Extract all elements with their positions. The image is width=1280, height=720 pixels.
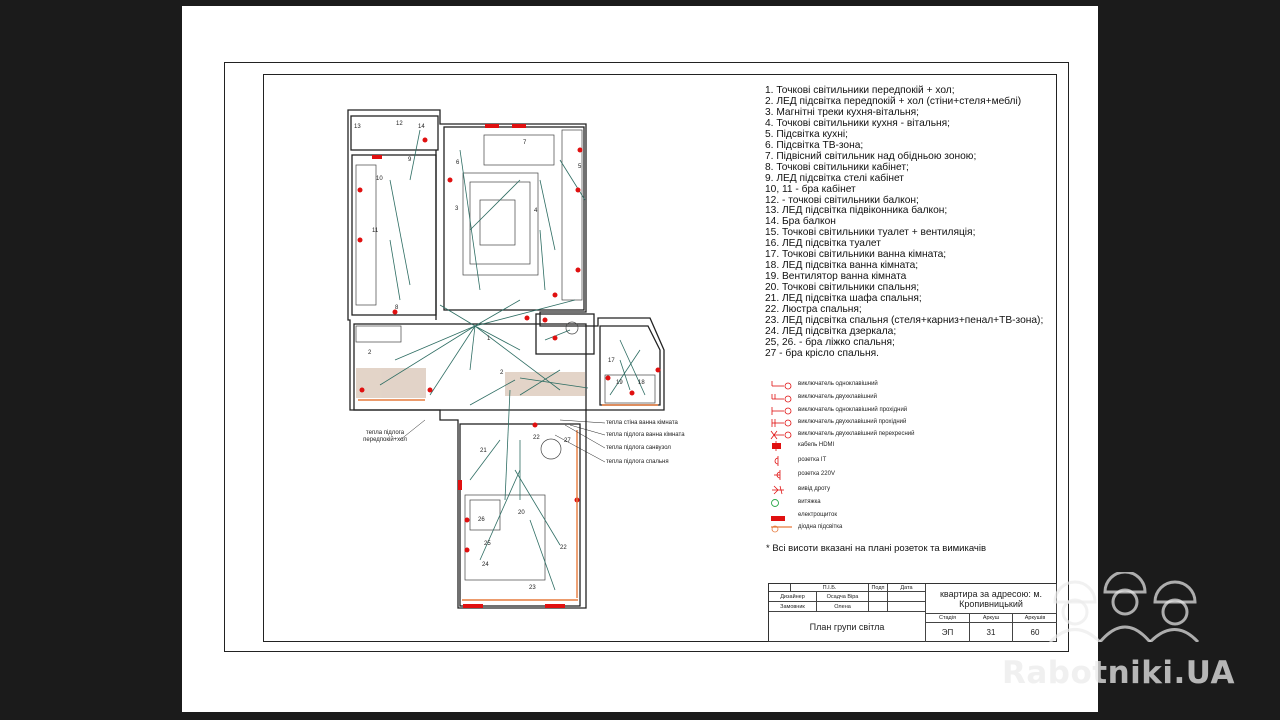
symbol-label: електрощиток [798, 512, 838, 518]
legend-item: 16. ЛЕД підсвітка туалет [765, 238, 881, 250]
heights-note: * Всі висоти вказані на плані розеток та вимикачів [766, 543, 987, 554]
plan-number: 1 [487, 336, 491, 342]
plan-number: 24 [482, 562, 489, 568]
switch-double-pass-icon [770, 418, 794, 428]
legend-item: 25, 26. - бра ліжко спальня; [765, 336, 895, 348]
plan-number: 10 [376, 176, 383, 182]
legend-item: 23. ЛЕД підсвітка спальня (стеля+карниз+пенал+ТВ-зона); [765, 315, 1044, 327]
switch-pass-icon [770, 406, 794, 416]
plan-furniture [356, 130, 655, 580]
symbol-label: виключатель одноклавішний [798, 381, 878, 387]
plan-number: 21 [480, 448, 487, 454]
tb-designer-name: Осадча Віра [817, 592, 869, 602]
tb-header-sign: Подп [869, 584, 888, 592]
legend-item: 17. Точкові світильники ванна кімната; [765, 249, 947, 261]
watermark: Rabotniki.UA [1002, 655, 1236, 691]
symbol-label: вивід дроту [798, 486, 831, 492]
legend-item: 6. Підсвітка ТВ-зона; [765, 139, 864, 151]
plan-number: 14 [418, 124, 425, 130]
tb-address: квартира за адресою: м. Кропивницький [926, 584, 1057, 614]
legend-item: 12. - точкові світильники балкон; [765, 194, 919, 206]
plan-number: 4 [534, 208, 538, 214]
plan-number: 8 [395, 305, 399, 311]
led-strip-icon [770, 523, 794, 533]
plan-number: 17 [608, 358, 615, 364]
tb-header-sheets: Аркушів [1013, 614, 1057, 623]
switch-cross-icon [770, 430, 794, 440]
symbol-label: розетка 220V [798, 471, 835, 477]
tb-header-date: Дата [888, 584, 926, 592]
plan-label-leaders [400, 420, 605, 462]
legend-item: 14. Бра балкон [765, 216, 836, 228]
symbol-label: виключатель одноклавішний прохідний [798, 407, 908, 413]
tb-header-sheet: Аркуш [970, 614, 1013, 623]
legend-item: 13. ЛЕД підсвітка підвіконника балкон; [765, 205, 948, 217]
plan-fixtures [358, 124, 661, 608]
plan-number: 5 [578, 164, 582, 170]
plan-number: 22 [560, 545, 567, 551]
legend-item: 15. Точкові світильники туалет + вентиляція; [765, 227, 976, 239]
label-floor-hall: тепла підлога передпокій+хол [363, 430, 407, 443]
switch-double-icon [770, 393, 794, 403]
symbol-label: виключатель двухклавішний [798, 394, 877, 400]
lighting-legend [765, 86, 1043, 360]
hdmi-cable-icon [770, 441, 794, 451]
symbol-label: кабель HDMI [798, 442, 835, 448]
plan-number: 13 [354, 124, 361, 130]
tb-stage: ЭП [926, 623, 970, 642]
plan-number: 9 [408, 157, 412, 163]
plan-number: 23 [529, 585, 536, 591]
plan-wiring [380, 130, 645, 590]
legend-item: 9. ЛЕД підсвітка стелі кабінет [765, 172, 904, 184]
plan-number: 11 [372, 228, 379, 234]
legend-item: 21. ЛЕД підсвітка шафа спальня; [765, 293, 922, 305]
title-block [768, 583, 1057, 642]
plan-number: 3 [455, 206, 459, 212]
plan-number: 19 [616, 380, 623, 386]
legend-item: 2. ЛЕД підсвітка передпокій + хол (стіни+стеля+меблі) [765, 95, 1022, 107]
tb-header-stage: Стадія [926, 614, 970, 623]
plan-number: 2 [368, 350, 372, 356]
switch-single-icon [770, 380, 794, 390]
symbol-label: розетка IT [798, 457, 827, 463]
legend-item: 1. Точкові світильники передпокій + хол; [765, 85, 955, 96]
legend-item: 5. Підсвітка кухні; [765, 128, 848, 140]
legend-item: 22. Люстра спальня; [765, 304, 862, 316]
symbol-label: витяжка [798, 499, 821, 505]
legend-item: 24. ЛЕД підсвітка дзеркала; [765, 325, 897, 337]
legend-item: 8. Точкові світильники кабінет; [765, 161, 909, 173]
tb-sheet-number: 31 [970, 623, 1013, 642]
legend-item: 7. Підвісний світильник над обідньою зоною; [765, 150, 977, 162]
label-floor-bath: тепла підлога ванна кімната [606, 432, 685, 438]
plan-number: 26 [478, 517, 485, 523]
label-floor-bath-wall: тепла стіна ванна кімната [606, 420, 678, 426]
plan-number: 7 [523, 140, 527, 146]
legend-item: 20. Точкові світильники спальня; [765, 282, 920, 294]
symbol-label: діодна підсвітка [798, 524, 843, 530]
legend-item: 4. Точкові світильники кухня - вітальня; [765, 117, 950, 129]
plan-walls [348, 110, 664, 608]
tb-sheets-total: 60 [1030, 628, 1040, 637]
symbol-label: виключатель двухклавішний прохідний [798, 419, 907, 425]
plan-number: 22 [533, 435, 540, 441]
plan-number: 6 [456, 160, 460, 166]
plan-number: 12 [396, 121, 403, 127]
tb-client-name: Олена [817, 602, 869, 612]
legend-item: 18. ЛЕД підсвітка ванна кімната; [765, 260, 919, 272]
legend-item: 19. Вентилятор ванна кімната [765, 271, 907, 283]
label-floor-wc: тепла підлога санвузол [606, 445, 671, 451]
symbol-label: виключатель двухклавішний перехресний [798, 431, 915, 437]
tb-drawing-title: План групи світла [769, 612, 926, 642]
tb-role-designer: Дизайнер [769, 592, 817, 602]
legend-item: 27 - бра крісло спальня. [765, 347, 879, 359]
legend-item: 10, 11 - бра кабінет [765, 183, 856, 195]
electric-panel-icon [770, 511, 794, 521]
wire-outlet-icon [770, 485, 794, 495]
socket-it-icon [770, 456, 794, 466]
plan-number: 20 [518, 510, 525, 516]
tb-header-pib: П.І.Б. [791, 584, 869, 592]
label-floor-bedroom: тепла підлога спальня [606, 459, 669, 465]
legend-item: 3. Магнітні треки кухня-вітальня; [765, 106, 919, 118]
plan-number: 2 [500, 370, 504, 376]
watermark-workers-icon [1040, 572, 1200, 642]
socket-220v-icon [770, 470, 794, 480]
plan-number: 18 [638, 380, 645, 386]
hood-icon [770, 498, 794, 508]
plan-number: 25 [484, 541, 491, 547]
plan-number: 27 [564, 438, 571, 444]
tb-role-client: Замовник [769, 602, 817, 612]
